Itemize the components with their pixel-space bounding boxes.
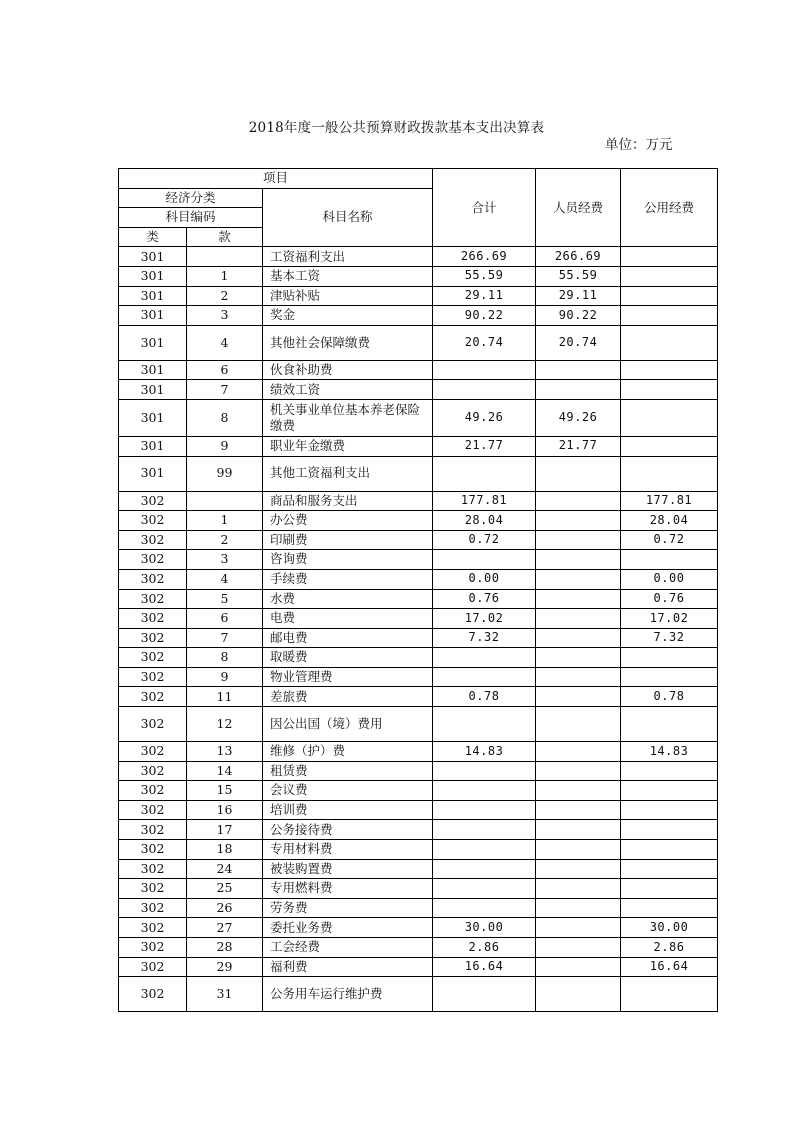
item-cell: 4 (187, 325, 263, 360)
personnel-cell (536, 530, 621, 550)
total-cell: 16.64 (433, 957, 536, 977)
item-cell: 7 (187, 380, 263, 400)
category-cell: 302 (119, 511, 187, 531)
table-row (119, 859, 718, 879)
public-cell (621, 648, 718, 668)
unit-label: 单位：万元 (605, 137, 673, 153)
personnel-cell (536, 800, 621, 820)
public-cell (621, 266, 718, 286)
item-cell: 29 (187, 957, 263, 977)
table-row (119, 707, 718, 742)
personnel-cell (536, 628, 621, 648)
total-cell (433, 761, 536, 781)
category-cell: 301 (119, 380, 187, 400)
table-row (119, 957, 718, 977)
total-cell (433, 380, 536, 400)
personnel-cell: 21.77 (536, 436, 621, 456)
subject-name-cell: 商品和服务支出 (263, 491, 433, 511)
subject-name-cell: 咨询费 (263, 550, 433, 570)
table-row (119, 977, 718, 1012)
public-cell (621, 707, 718, 742)
subject-name-cell: 基本工资 (263, 266, 433, 286)
header-item: 款 (187, 227, 263, 247)
personnel-cell (536, 781, 621, 801)
subject-name-cell: 物业管理费 (263, 667, 433, 687)
category-cell: 302 (119, 781, 187, 801)
category-cell: 302 (119, 667, 187, 687)
total-cell (433, 550, 536, 570)
item-cell: 27 (187, 918, 263, 938)
category-cell: 302 (119, 628, 187, 648)
total-cell: 28.04 (433, 511, 536, 531)
subject-name-cell: 会议费 (263, 781, 433, 801)
category-cell: 302 (119, 687, 187, 707)
category-cell: 302 (119, 977, 187, 1012)
public-cell (621, 399, 718, 436)
subject-name-cell: 其他工资福利支出 (263, 456, 433, 491)
subject-name-cell: 劳务费 (263, 898, 433, 918)
header-economic-class: 经济分类 (119, 188, 263, 208)
header-category: 类 (119, 227, 187, 247)
personnel-cell (536, 879, 621, 899)
category-cell: 302 (119, 648, 187, 668)
public-cell (621, 977, 718, 1012)
item-cell: 2 (187, 530, 263, 550)
total-cell (433, 977, 536, 1012)
total-cell: 0.78 (433, 687, 536, 707)
subject-name-cell: 津贴补贴 (263, 286, 433, 306)
category-cell: 301 (119, 360, 187, 380)
personnel-cell (536, 569, 621, 589)
personnel-cell (536, 898, 621, 918)
subject-name-cell: 因公出国（境）费用 (263, 707, 433, 742)
total-cell: 30.00 (433, 918, 536, 938)
total-cell: 55.59 (433, 266, 536, 286)
table-row (119, 569, 718, 589)
table-row (119, 550, 718, 570)
table-row (119, 589, 718, 609)
item-cell: 99 (187, 456, 263, 491)
table-row (119, 306, 718, 326)
personnel-cell (536, 648, 621, 668)
public-cell (621, 667, 718, 687)
header-project: 项目 (119, 169, 433, 189)
personnel-cell (536, 938, 621, 958)
table-row (119, 491, 718, 511)
subject-name-cell: 被装购置费 (263, 859, 433, 879)
subject-name-cell: 水费 (263, 589, 433, 609)
item-cell: 24 (187, 859, 263, 879)
category-cell: 302 (119, 938, 187, 958)
public-cell (621, 360, 718, 380)
table-row (119, 938, 718, 958)
category-cell: 302 (119, 569, 187, 589)
category-cell: 301 (119, 306, 187, 326)
header-personnel: 人员经费 (536, 169, 621, 247)
table-row (119, 266, 718, 286)
subject-name-cell: 取暖费 (263, 648, 433, 668)
total-cell: 17.02 (433, 609, 536, 629)
category-cell: 302 (119, 840, 187, 860)
item-cell: 11 (187, 687, 263, 707)
item-cell: 8 (187, 648, 263, 668)
subject-name-cell: 电费 (263, 609, 433, 629)
total-cell (433, 648, 536, 668)
total-cell (433, 360, 536, 380)
item-cell: 13 (187, 742, 263, 762)
category-cell: 302 (119, 609, 187, 629)
total-cell: 2.86 (433, 938, 536, 958)
public-cell: 0.00 (621, 569, 718, 589)
total-cell (433, 707, 536, 742)
table-row (119, 530, 718, 550)
public-cell (621, 879, 718, 899)
total-cell (433, 898, 536, 918)
public-cell: 7.32 (621, 628, 718, 648)
total-cell: 14.83 (433, 742, 536, 762)
expenditure-table (118, 168, 718, 1012)
total-cell (433, 781, 536, 801)
table-row (119, 380, 718, 400)
subject-name-cell: 邮电费 (263, 628, 433, 648)
table-row (119, 609, 718, 629)
table-row (119, 511, 718, 531)
total-cell: 49.26 (433, 399, 536, 436)
personnel-cell: 29.11 (536, 286, 621, 306)
personnel-cell (536, 761, 621, 781)
public-cell: 0.76 (621, 589, 718, 609)
subject-name-cell: 公务用车运行维护费 (263, 977, 433, 1012)
category-cell: 301 (119, 436, 187, 456)
personnel-cell (536, 918, 621, 938)
category-cell: 302 (119, 761, 187, 781)
table-row (119, 456, 718, 491)
table-row (119, 325, 718, 360)
header-total: 合计 (433, 169, 536, 247)
item-cell: 12 (187, 707, 263, 742)
subject-name-cell: 维修（护）费 (263, 742, 433, 762)
public-cell (621, 820, 718, 840)
table-row (119, 879, 718, 899)
category-cell: 302 (119, 918, 187, 938)
table-row (119, 687, 718, 707)
personnel-cell (536, 380, 621, 400)
category-cell: 302 (119, 589, 187, 609)
personnel-cell (536, 840, 621, 860)
public-cell (621, 898, 718, 918)
subject-name-cell: 工资福利支出 (263, 247, 433, 267)
item-cell: 5 (187, 589, 263, 609)
total-cell (433, 859, 536, 879)
total-cell: 90.22 (433, 306, 536, 326)
total-cell (433, 667, 536, 687)
public-cell (621, 550, 718, 570)
category-cell: 301 (119, 325, 187, 360)
personnel-cell (536, 589, 621, 609)
total-cell (433, 879, 536, 899)
item-cell: 9 (187, 436, 263, 456)
category-cell: 302 (119, 742, 187, 762)
personnel-cell (536, 511, 621, 531)
public-cell: 16.64 (621, 957, 718, 977)
public-cell (621, 859, 718, 879)
public-cell (621, 456, 718, 491)
item-cell: 7 (187, 628, 263, 648)
table-row (119, 648, 718, 668)
subject-name-cell: 工会经费 (263, 938, 433, 958)
table-row (119, 628, 718, 648)
category-cell: 301 (119, 247, 187, 267)
item-cell: 9 (187, 667, 263, 687)
item-cell: 15 (187, 781, 263, 801)
item-cell: 3 (187, 550, 263, 570)
total-cell: 29.11 (433, 286, 536, 306)
total-cell: 0.72 (433, 530, 536, 550)
header-subject-code: 科目编码 (119, 208, 263, 228)
item-cell (187, 491, 263, 511)
item-cell: 4 (187, 569, 263, 589)
subject-name-cell: 职业年金缴费 (263, 436, 433, 456)
subject-name-cell: 机关事业单位基本养老保险缴费 (263, 399, 433, 436)
total-cell: 0.76 (433, 589, 536, 609)
personnel-cell: 49.26 (536, 399, 621, 436)
subject-name-cell: 办公费 (263, 511, 433, 531)
personnel-cell (536, 456, 621, 491)
item-cell: 6 (187, 609, 263, 629)
item-cell: 18 (187, 840, 263, 860)
table-row (119, 742, 718, 762)
item-cell: 2 (187, 286, 263, 306)
header-row-1 (119, 169, 718, 189)
public-cell (621, 286, 718, 306)
category-cell: 302 (119, 957, 187, 977)
total-cell: 0.00 (433, 569, 536, 589)
subject-name-cell: 专用燃料费 (263, 879, 433, 899)
item-cell (187, 247, 263, 267)
table-row (119, 667, 718, 687)
item-cell: 14 (187, 761, 263, 781)
total-cell (433, 820, 536, 840)
category-cell: 302 (119, 550, 187, 570)
table-row (119, 898, 718, 918)
subject-name-cell: 手续费 (263, 569, 433, 589)
personnel-cell (536, 667, 621, 687)
item-cell: 26 (187, 898, 263, 918)
document-title: 2018年度一般公共预算财政拨款基本支出决算表 (248, 120, 545, 136)
item-cell: 25 (187, 879, 263, 899)
personnel-cell: 90.22 (536, 306, 621, 326)
public-cell (621, 247, 718, 267)
total-cell (433, 456, 536, 491)
table-row (119, 820, 718, 840)
subject-name-cell: 绩效工资 (263, 380, 433, 400)
public-cell (621, 436, 718, 456)
category-cell: 302 (119, 898, 187, 918)
total-cell: 21.77 (433, 436, 536, 456)
total-cell: 177.81 (433, 491, 536, 511)
personnel-cell (536, 859, 621, 879)
table-row (119, 286, 718, 306)
personnel-cell (536, 609, 621, 629)
table-row (119, 399, 718, 436)
public-cell (621, 306, 718, 326)
category-cell: 302 (119, 491, 187, 511)
item-cell: 31 (187, 977, 263, 1012)
item-cell: 17 (187, 820, 263, 840)
item-cell: 8 (187, 399, 263, 436)
personnel-cell (536, 550, 621, 570)
public-cell: 14.83 (621, 742, 718, 762)
public-cell: 177.81 (621, 491, 718, 511)
item-cell: 28 (187, 938, 263, 958)
category-cell: 301 (119, 286, 187, 306)
category-cell: 302 (119, 820, 187, 840)
category-cell: 302 (119, 707, 187, 742)
subject-name-cell: 印刷费 (263, 530, 433, 550)
personnel-cell (536, 957, 621, 977)
subject-name-cell: 专用材料费 (263, 840, 433, 860)
personnel-cell (536, 820, 621, 840)
personnel-cell (536, 742, 621, 762)
public-cell: 0.72 (621, 530, 718, 550)
table-row (119, 247, 718, 267)
subject-name-cell: 委托业务费 (263, 918, 433, 938)
header-subject-name: 科目名称 (263, 188, 433, 247)
subject-name-cell: 公务接待费 (263, 820, 433, 840)
subject-name-cell: 差旅费 (263, 687, 433, 707)
subject-name-cell: 租赁费 (263, 761, 433, 781)
item-cell: 3 (187, 306, 263, 326)
personnel-cell (536, 491, 621, 511)
item-cell: 6 (187, 360, 263, 380)
public-cell: 28.04 (621, 511, 718, 531)
public-cell (621, 781, 718, 801)
total-cell (433, 800, 536, 820)
table-row (119, 761, 718, 781)
category-cell: 301 (119, 399, 187, 436)
personnel-cell (536, 687, 621, 707)
subject-name-cell: 奖金 (263, 306, 433, 326)
category-cell: 301 (119, 456, 187, 491)
total-cell: 20.74 (433, 325, 536, 360)
personnel-cell: 20.74 (536, 325, 621, 360)
public-cell (621, 800, 718, 820)
table-row (119, 800, 718, 820)
public-cell: 17.02 (621, 609, 718, 629)
subject-name-cell: 伙食补助费 (263, 360, 433, 380)
item-cell: 1 (187, 511, 263, 531)
category-cell: 302 (119, 879, 187, 899)
item-cell: 16 (187, 800, 263, 820)
table-row (119, 436, 718, 456)
personnel-cell (536, 977, 621, 1012)
public-cell (621, 325, 718, 360)
personnel-cell: 55.59 (536, 266, 621, 286)
table-row (119, 918, 718, 938)
public-cell: 30.00 (621, 918, 718, 938)
public-cell: 2.86 (621, 938, 718, 958)
total-cell: 7.32 (433, 628, 536, 648)
category-cell: 301 (119, 266, 187, 286)
header-public: 公用经费 (621, 169, 718, 247)
personnel-cell: 266.69 (536, 247, 621, 267)
category-cell: 302 (119, 530, 187, 550)
public-cell (621, 761, 718, 781)
personnel-cell (536, 707, 621, 742)
subject-name-cell: 其他社会保障缴费 (263, 325, 433, 360)
table-row (119, 840, 718, 860)
category-cell: 302 (119, 800, 187, 820)
total-cell: 266.69 (433, 247, 536, 267)
subject-name-cell: 福利费 (263, 957, 433, 977)
personnel-cell (536, 360, 621, 380)
total-cell (433, 840, 536, 860)
public-cell (621, 840, 718, 860)
public-cell: 0.78 (621, 687, 718, 707)
public-cell (621, 380, 718, 400)
table-row (119, 781, 718, 801)
item-cell: 1 (187, 266, 263, 286)
table-row (119, 360, 718, 380)
subject-name-cell: 培训费 (263, 800, 433, 820)
category-cell: 302 (119, 859, 187, 879)
